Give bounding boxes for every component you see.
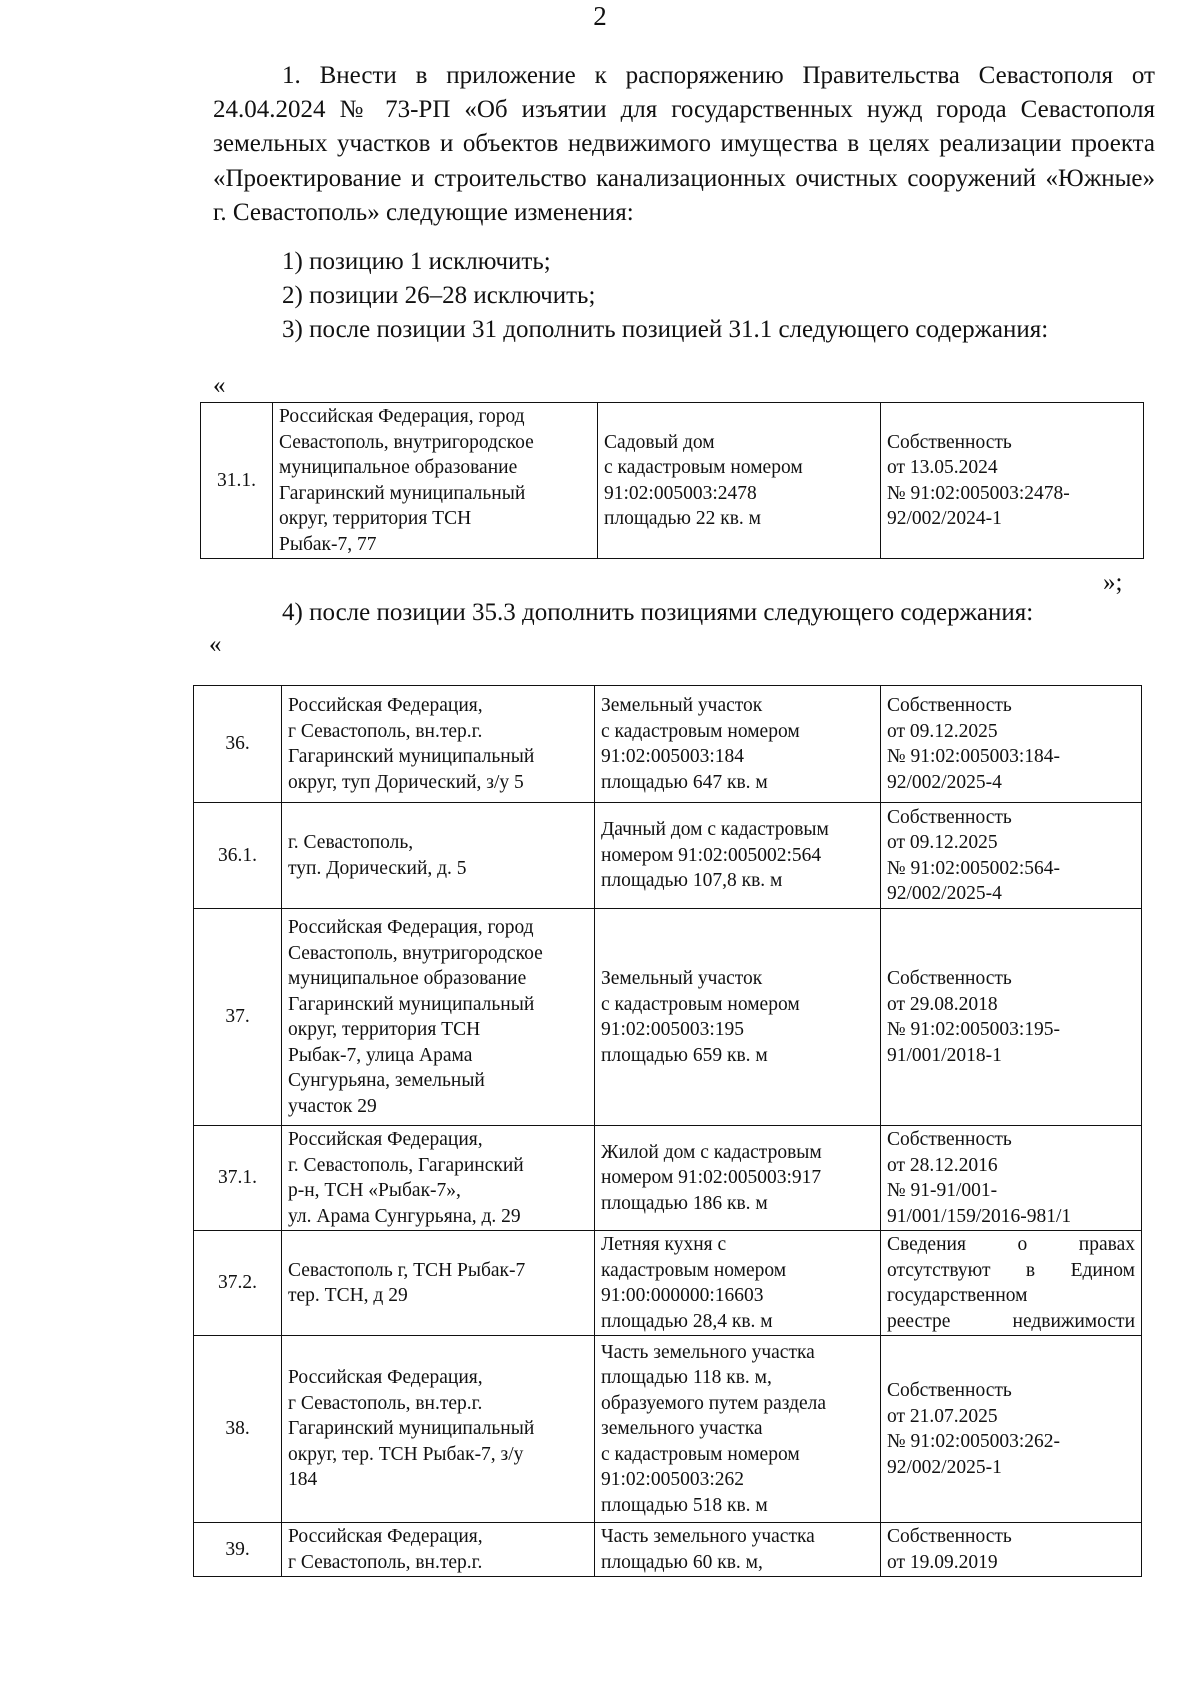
right-cell-line: государственном (887, 1285, 1028, 1306)
position-number: 36. (194, 686, 282, 803)
table-row (194, 909, 1142, 1126)
table-row (194, 1523, 1142, 1577)
right-cell: Собственность от 09.12.2025 № 91:02:005002:564- 92/002/2025-4 (881, 803, 1142, 909)
address-cell: Российская Федерация, г Севастополь, вн.тер.г. Гагаринский муниципальный округ, туп Дорический, з/у 5 (282, 686, 595, 803)
item-1: 1) позицию 1 исключить; (282, 248, 551, 275)
right-cell (881, 1231, 1142, 1336)
table-row (194, 803, 1142, 909)
position-number: 37. (194, 909, 282, 1126)
right-cell: Собственность от 09.12.2025 № 91:02:005003:184- 92/002/2025-4 (881, 686, 1142, 803)
item-3: 3) после позиции 31 дополнить позицией 31.1 следующего содержания: (282, 316, 1049, 343)
table-position-31-1 (200, 402, 1144, 559)
right-cell: Собственность от 19.09.2019 (881, 1523, 1142, 1577)
address-cell: Российская Федерация, г Севастополь, вн.тер.г. (282, 1523, 595, 1577)
right-cell-line: Сведения о правах (887, 1234, 1135, 1255)
object-cell: Летняя кухня с кадастровым номером 91:00:000000:16603 площадью 28,4 кв. м (595, 1231, 881, 1336)
open-quote-2: « (209, 631, 222, 658)
position-number: 38. (194, 1336, 282, 1523)
object-cell: Земельный участок с кадастровым номером 91:02:005003:184 площадью 647 кв. м (595, 686, 881, 803)
object-cell: Часть земельного участка площадью 60 кв. м, (595, 1523, 881, 1577)
address-cell: Российская Федерация, город Севастополь, внутригородское муниципальное образование Гагаринский муниципальный округ, территория ТСН Рыбак-7, улица Арама Сунгурьяна, земельный участок 29 (282, 909, 595, 1126)
address-cell: Российская Федерация, г Севастополь, вн.тер.г. Гагаринский муниципальный округ, тер. ТСН Рыбак-7, з/у 184 (282, 1336, 595, 1523)
table-row (194, 1336, 1142, 1523)
right-cell-line: реестре недвижимости (887, 1310, 1135, 1332)
table-row (194, 1231, 1142, 1336)
intro-paragraph: 1. Внести в приложение к распоряжению Правительства Севастополя от 24.04.2024 № 73-РП «Об изъятии для государственных нужд города Севастополя земельных участков и объектов недвижимого имущества в целях реализации проекта «Проектирование и строительство канализационных очистных сооружений «Южные» г. Севастополь» следующие изменения: (213, 62, 1155, 226)
address-cell: г. Севастополь, туп. Дорический, д. 5 (282, 803, 595, 909)
table-row (194, 1126, 1142, 1231)
object-cell: Дачный дом с кадастровым номером 91:02:005002:564 площадью 107,8 кв. м (595, 803, 881, 909)
address-cell: Российская Федерация, город Севастополь, внутригородское муниципальное образование Гагаринский муниципальный округ, территория ТСН Рыбак-7, 77 (273, 403, 598, 559)
item-2: 2) позиции 26–28 исключить; (282, 282, 596, 309)
position-number: 37.2. (194, 1231, 282, 1336)
object-cell: Жилой дом с кадастровым номером 91:02:005003:917 площадью 186 кв. м (595, 1126, 881, 1231)
object-cell: Садовый дом с кадастровым номером 91:02:005003:2478 площадью 22 кв. м (598, 403, 881, 559)
right-cell: Собственность от 28.12.2016 № 91-91/001- 91/001/159/2016-981/1 (881, 1126, 1142, 1231)
table-positions-36-39 (193, 685, 1142, 1577)
right-cell: Собственность от 29.08.2018 № 91:02:005003:195- 91/001/2018-1 (881, 909, 1142, 1126)
right-cell: Собственность от 21.07.2025 № 91:02:005003:262- 92/002/2025-1 (881, 1336, 1142, 1523)
position-number: 36.1. (194, 803, 282, 909)
close-quote-1: »; (1103, 569, 1123, 596)
object-cell: Земельный участок с кадастровым номером 91:02:005003:195 площадью 659 кв. м (595, 909, 881, 1126)
right-cell-line: отсутствуют в Едином (887, 1259, 1135, 1281)
position-number: 39. (194, 1523, 282, 1577)
position-number: 37.1. (194, 1126, 282, 1231)
object-cell: Часть земельного участка площадью 118 кв. м, образуемого путем раздела земельного участка с кадастровым номером 91:02:005003:262 площадью 518 кв. м (595, 1336, 881, 1523)
item-4: 4) после позиции 35.3 дополнить позициями следующего содержания: (282, 599, 1034, 626)
table-row (194, 686, 1142, 803)
address-cell: Севастополь г, ТСН Рыбак-7 тер. ТСН, д 29 (282, 1231, 595, 1336)
right-cell: Собственность от 13.05.2024 № 91:02:005003:2478- 92/002/2024-1 (881, 403, 1144, 559)
position-number: 31.1. (201, 403, 273, 559)
address-cell: Российская Федерация, г. Севастополь, Гагаринский р-н, ТСН «Рыбак-7», ул. Арама Сунгурьяна, д. 29 (282, 1126, 595, 1231)
page-number: 2 (593, 1, 607, 31)
open-quote-1: « (213, 372, 226, 399)
table-row (201, 403, 1144, 559)
